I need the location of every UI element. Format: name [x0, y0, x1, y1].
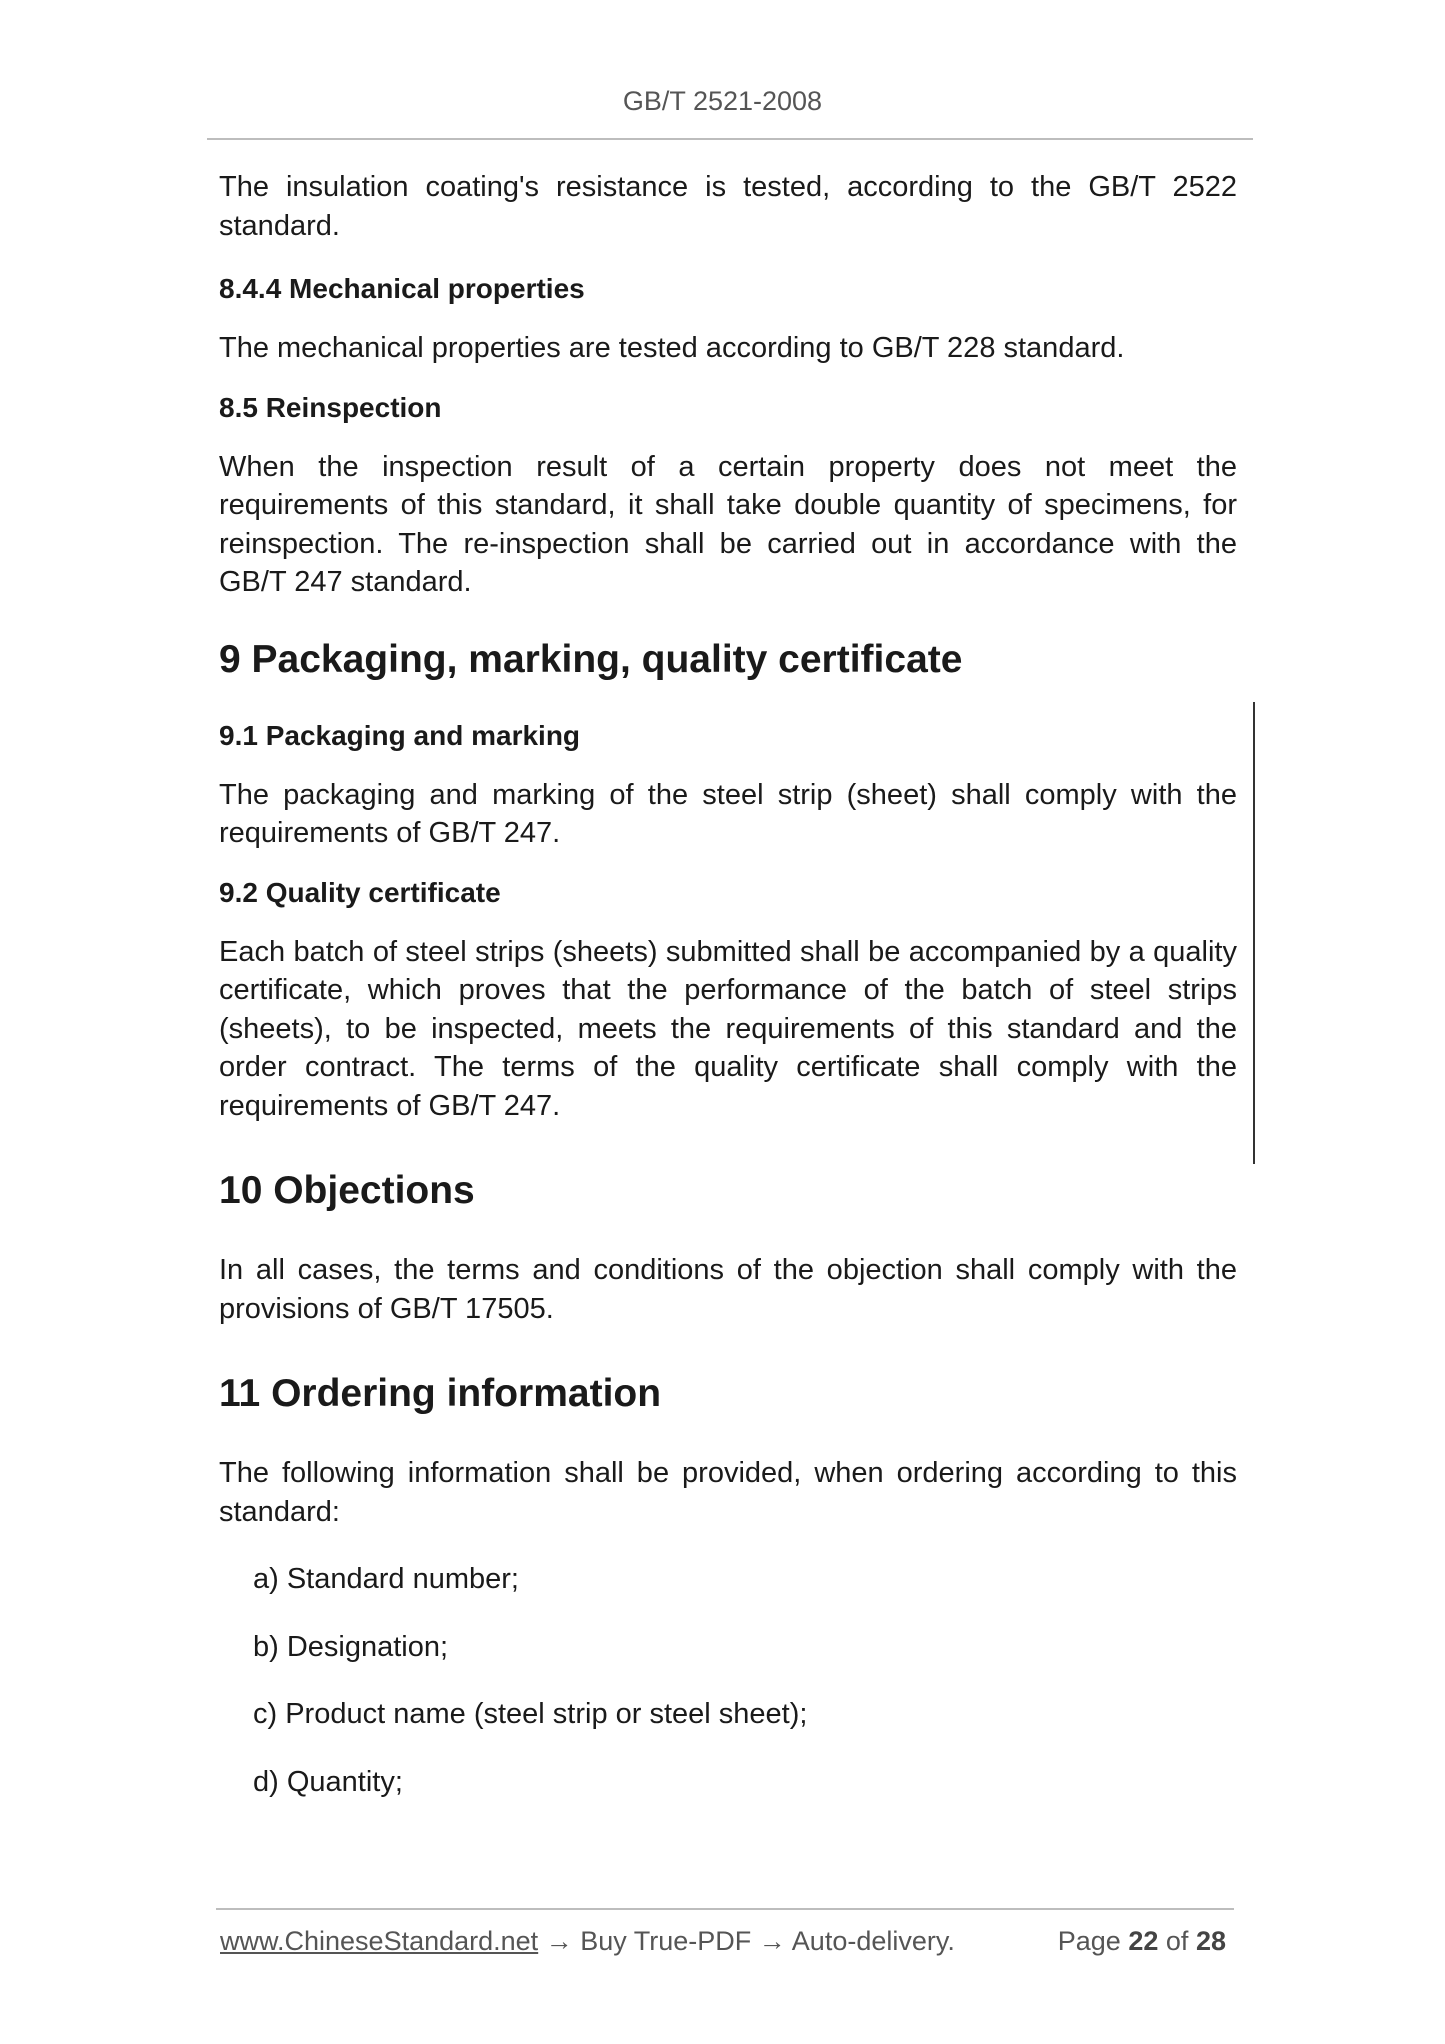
- page-of-label: of: [1165, 1926, 1189, 1956]
- footer-links: [220, 1926, 955, 1957]
- paragraph-packaging: The packaging and marking of the steel strip (sheet) shall comply with the requirements of GB/T 247.: [219, 778, 1237, 849]
- auto-delivery-text: Auto-delivery.: [791, 1926, 955, 1956]
- list-item: b) Designation;: [253, 1630, 449, 1663]
- paragraph-mechanical: The mechanical properties are tested according to GB/T 228 standard.: [219, 332, 1125, 364]
- heading-8-4-4: 8.4.4 Mechanical properties: [219, 273, 585, 304]
- heading-9-1: 9.1 Packaging and marking: [219, 719, 581, 751]
- page-label: Page: [1057, 1926, 1121, 1956]
- paragraph-quality-certificate: Each batch of steel strips (sheets) submitted shall be accompanied by a quality certificate, which proves that the performance of the batch of steel strips (sheets), to be inspected, meets the requirements of this standard and the order contract. The terms of the quality certificate shall comply with the requirements of GB/T 247.: [219, 935, 1237, 1122]
- heading-9-2: 9.2 Quality certificate: [219, 876, 501, 908]
- page-number: [1058, 1926, 1226, 1957]
- page-current: 22: [1128, 1926, 1159, 1956]
- heading-10: 10 Objections: [219, 1169, 475, 1212]
- paragraph-ordering: The following information shall be provided, when ordering according to this standard:: [219, 1457, 1237, 1528]
- document-header: GB/T 2521-2008: [622, 86, 823, 116]
- paragraph-objections: In all cases, the terms and conditions of the objection shall comply with the provisions of GB/T 17505.: [219, 1254, 1237, 1325]
- website-link[interactable]: www.ChineseStandard.net: [220, 1926, 539, 1956]
- page-total: 28: [1195, 1926, 1226, 1956]
- buy-true-pdf-text: Buy True-PDF: [580, 1926, 752, 1956]
- page-footer: [220, 1926, 1234, 1966]
- footer-divider: [216, 1908, 1234, 1910]
- paragraph-reinspection: When the inspection result of a certain property does not meet the requirements of this standard, it shall take double quantity of specimens, for reinspection. The re-inspection shall be carried out in accordance with the GB/T 247 standard.: [219, 450, 1237, 598]
- heading-11: 11 Ordering information: [219, 1372, 662, 1415]
- list-item: a) Standard number;: [253, 1563, 519, 1595]
- revision-change-bar: [1253, 702, 1255, 1164]
- heading-8-5: 8.5 Reinspection: [219, 391, 442, 423]
- arrow-right-icon: →: [758, 1926, 786, 1956]
- page-content: [219, 168, 1237, 1801]
- arrow-right-icon: →: [545, 1926, 573, 1956]
- heading-9: 9 Packaging, marking, quality certificate: [219, 637, 963, 681]
- list-item: d) Quantity;: [253, 1765, 403, 1798]
- paragraph-insulation: The insulation coating's resistance is tested, according to the GB/T 2522 standard.: [219, 171, 1237, 242]
- header-divider: [207, 138, 1253, 140]
- list-item: c) Product name (steel strip or steel sheet);: [253, 1698, 808, 1730]
